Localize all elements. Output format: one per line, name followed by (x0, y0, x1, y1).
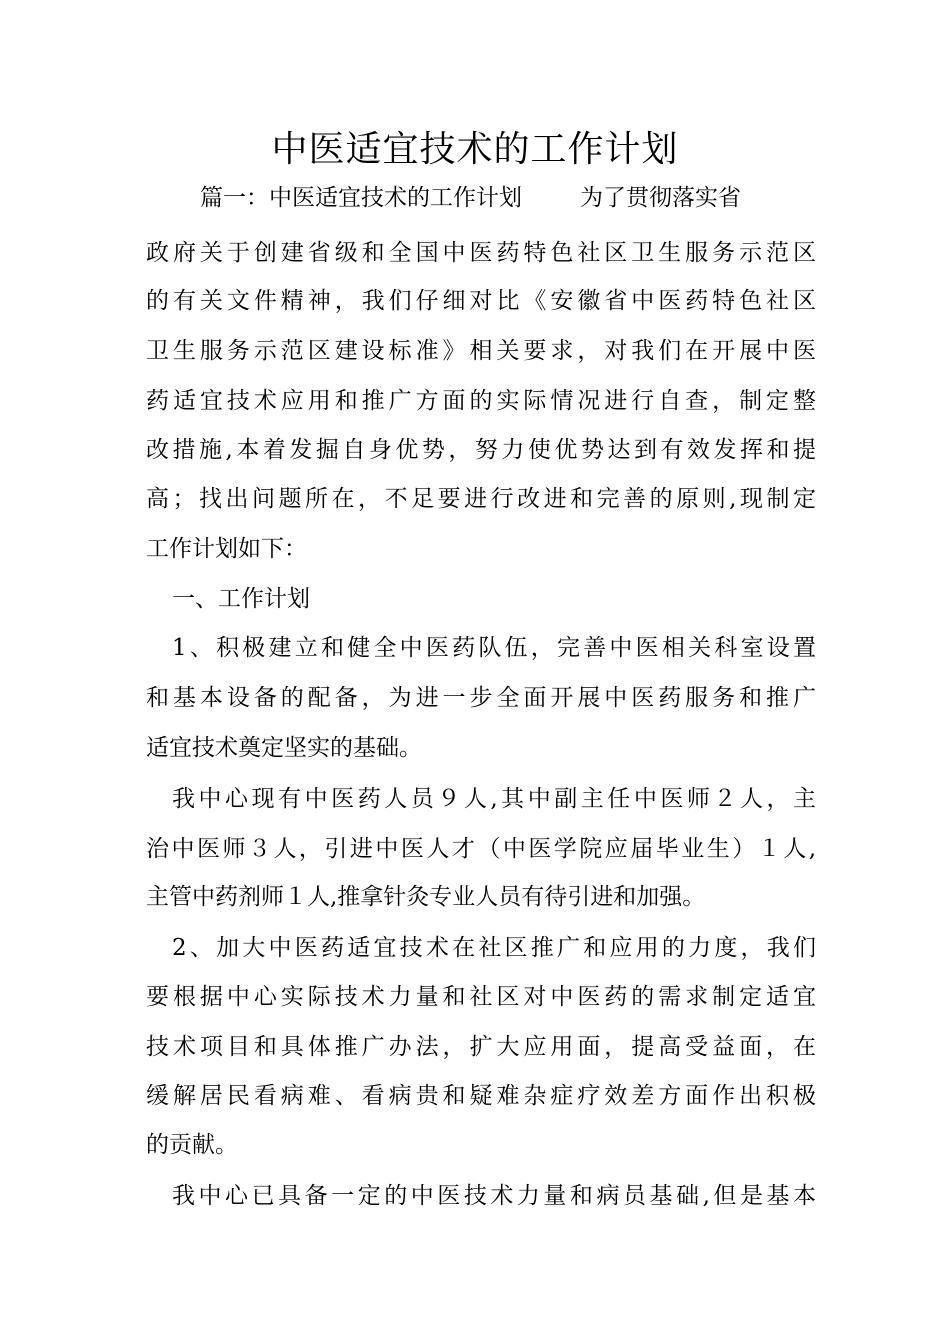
paragraph-line: 缓解居民看病难、看病贵和疑难杂症疗效差方面作出积极 (146, 1083, 816, 1109)
paragraph-line: 政府关于创建省级和全国中医药特色社区卫生服务示范区 (146, 240, 816, 266)
document-title: 中医适宜技术的工作计划 (271, 129, 679, 170)
paragraph-line: 技术项目和具体推广办法，扩大应用面，提高受益面，在 (146, 1034, 816, 1060)
paragraph-line: 我中心现有中医药人员９人,其中副主任中医师２人，主 (172, 786, 816, 812)
paragraph-line: 和基本设备的配备，为进一步全面开展中医药服务和推广 (146, 685, 816, 711)
paragraph-line: 的有关文件精神，我们仔细对比《安徽省中医药特色社区 (146, 288, 816, 314)
paragraph-line: 2、加大中医药适宜技术在社区推广和应用的力度，我们 (172, 935, 816, 961)
paragraph-line: 卫生服务示范区建设标准》相关要求，对我们在开展中医 (146, 338, 816, 364)
section-heading: 一、工作计划 (172, 586, 310, 612)
paragraph-line: 我中心已具备一定的中医技术力量和病员基础,但是基本 (172, 1183, 816, 1209)
paragraph-line: 的贡献。 (146, 1132, 238, 1158)
paragraph-line (200, 181, 816, 215)
paragraph-line: 主管中药剂师１人,推拿针灸专业人员有待引进和加强。 (146, 884, 706, 910)
paragraph-line: 高；找出问题所在，不足要进行改进和完善的原则,现制定 (146, 486, 816, 512)
paragraph-text: 为了贯彻落实省 (580, 185, 741, 211)
paragraph-line: 治中医师３人，引进中医人才（中医学院应届毕业生）１人, (146, 836, 816, 862)
paragraph-line: 改措施,本着发掘自身优势，努力使优势达到有效发挥和提 (146, 437, 816, 463)
paragraph-line: 1、积极建立和健全中医药队伍，完善中医相关科室设置 (172, 635, 816, 661)
section-heading-text: 篇一：中医适宜技术的工作计划 (200, 185, 522, 211)
paragraph-line: 适宜技术奠定坚实的基础。 (146, 735, 422, 761)
paragraph-line: 要根据中心实际技术力量和社区对中医药的需求制定适宜 (146, 984, 816, 1010)
paragraph-line: 药适宜技术应用和推广方面的实际情况进行自查，制定整 (146, 388, 816, 414)
paragraph-line: 工作计划如下： (146, 536, 307, 562)
